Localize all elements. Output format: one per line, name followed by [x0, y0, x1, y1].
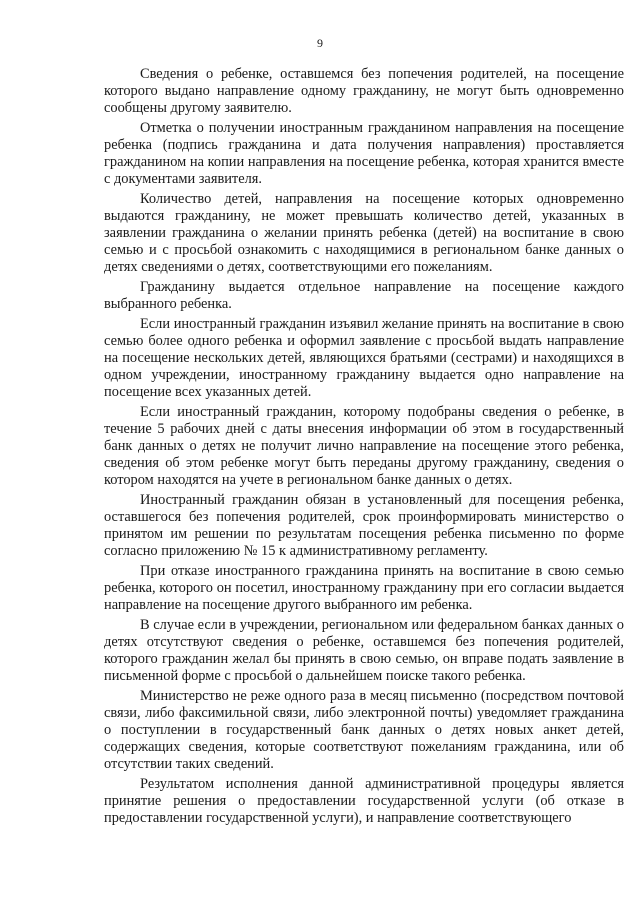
paragraph: При отказе иностранного гражданина принять на воспитание в свою семью ребенка, которого он посетил, иностранному гражданину при его согласии выдается направление на посещение другого выбранного им ребенка. — [104, 563, 624, 613]
paragraph: Если иностранный гражданин изъявил желание принять на воспитание в свою семью более одного ребенка и оформил заявление с просьбой выдать направление на посещение нескольких детей, являющихся братьями (сестрами) и находящихся в одном учреждении, иностранному гражданину выдается одно направление на посещение всех указанных детей. — [104, 316, 624, 400]
paragraph: Министерство не реже одного раза в месяц письменно (посредством почтовой связи, либо факсимильной связи, либо электронной почты) уведомляет гражданина о поступлении в государственный банк данных о детях новых анкет детей, содержащих сведения, которые соответствуют пожеланиям гражданина, или об отсутствии таких сведений. — [104, 688, 624, 772]
page-number: 9 — [317, 36, 323, 50]
paragraph: Результатом исполнения данной административной процедуры является принятие решения о предоставлении государственной услуги (об отказе в предоставлении государственной услуги), и направление соответствующего — [104, 776, 624, 826]
paragraph: В случае если в учреждении, региональном или федеральном банках данных о детях отсутствуют сведения о ребенке, оставшемся без попечения родителей, которого гражданин желал бы принять в свою семью, он вправе подать заявление в письменной форме с просьбой о дальнейшем поиске такого ребенка. — [104, 617, 624, 684]
paragraph: Иностранный гражданин обязан в установленный для посещения ребенка, оставшегося без попечения родителей, срок проинформировать министерство о принятом им решении по результатам посещения ребенка письменно по форме согласно приложению № 15 к административному регламенту. — [104, 492, 624, 559]
paragraph: Гражданину выдается отдельное направление на посещение каждого выбранного ребенка. — [104, 279, 624, 312]
paragraph: Отметка о получении иностранным гражданином направления на посещение ребенка (подпись гражданина и дата получения направления) проставляется гражданином на копии направления на посещение ребенка, которая хранится вместе с документами заявителя. — [104, 120, 624, 187]
paragraph: Сведения о ребенке, оставшемся без попечения родителей, на посещение которого выдано направление одному гражданину, не могут быть одновременно сообщены другому заявителю. — [104, 66, 624, 116]
paragraph: Если иностранный гражданин, которому подобраны сведения о ребенке, в течение 5 рабочих дней с даты внесения информации об этом в государственный банк данных о детях не получит лично направление на посещение этого ребенка, сведения об этом ребенке могут быть переданы другому гражданину, сведения о котором находятся на учете в региональном банке данных о детях. — [104, 404, 624, 488]
document-body — [104, 66, 624, 830]
paragraph: Количество детей, направления на посещение которых одновременно выдаются гражданину, не может превышать количество детей, указанных в заявлении гражданина о желании принять ребенка (детей) на воспитание в свою семью и с просьбой ознакомить с находящимися в региональном банке данных о детях сведениями о детях, соответствующими его пожеланиям. — [104, 191, 624, 275]
